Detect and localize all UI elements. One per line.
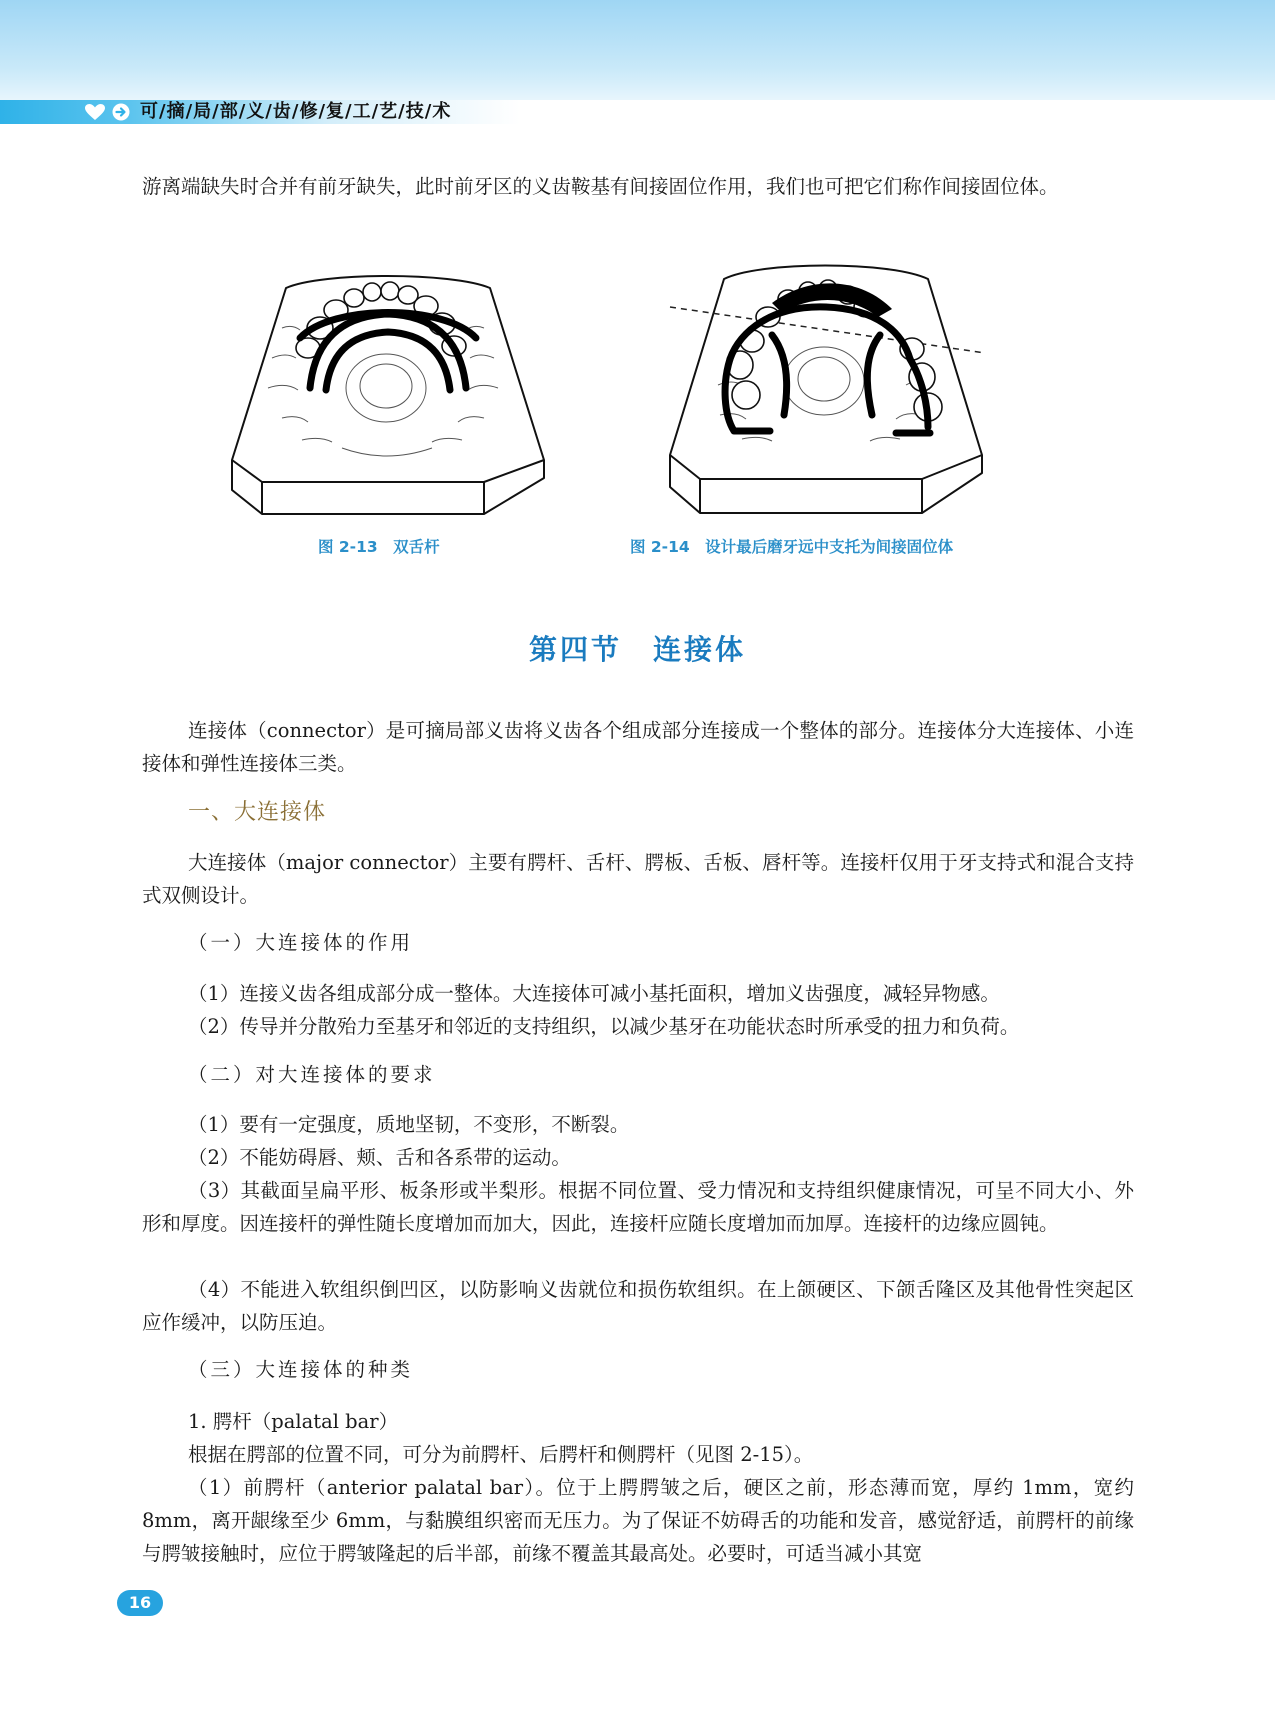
page-number: 16 — [117, 1590, 163, 1616]
major-connector-intro: 大连接体（major connector）主要有腭杆、舌杆、腭板、舌板、唇杆等。连接杆仅用于牙支持式和混合支持式双侧设计。 — [142, 851, 1134, 907]
heading-major-connector: 一、大连接体 — [188, 800, 327, 825]
heart-icon — [84, 103, 106, 121]
palatal-bar-paragraph-1: 根据在腭部的位置不同，可分为前腭杆、后腭杆和侧腭杆（见图 2-15）。 — [188, 1443, 814, 1466]
connector-intro-paragraph: 连接体（connector）是可摘局部义齿将义齿各个组成部分连接成一个整体的部分。连接体分大连接体、小连接体和弹性连接体三类。 — [142, 719, 1134, 775]
figure-caption-2-13: 图 2-13 双舌杆 — [318, 538, 440, 556]
header-icons — [84, 103, 130, 121]
figure-dental-cast-indirect-retainer — [660, 255, 990, 517]
requirement-item-1: （1）要有一定强度，质地坚韧，不变形，不断裂。 — [188, 1113, 630, 1136]
palatal-bar-paragraph-2: （1）前腭杆（anterior palatal bar）。位于上腭腭皱之后，硬区之前，形态薄而宽，厚约 1mm，宽约 8mm，离开龈缘至少 6mm，与黏膜组织密而无压力。为了保证不妨碍舌的功能和发音，感觉舒适，前腭杆的前缘与腭皱接触时，应位于腭皱隆起的后半部，前缘不覆盖其最高处。必要时，可适当减小其宽 — [142, 1476, 1134, 1565]
section-title: 第四节 连接体 — [528, 633, 746, 666]
function-item-1: （1）连接义齿各组成部分成一整体。大连接体可减小基托面积，增加义齿强度，减轻异物感。 — [188, 982, 1000, 1005]
requirement-item-3: （3）其截面呈扁平形、板条形或半梨形。根据不同位置、受力情况和支持组织健康情况，可呈不同大小、外形和厚度。因连接杆的弹性随长度增加而加大，因此，连接杆应随长度增加而加厚。连接杆的边缘应圆钝。 — [142, 1179, 1134, 1235]
palatal-bar-title: 1. 腭杆（palatal bar） — [188, 1410, 399, 1433]
figure-caption-2-14: 图 2-14 设计最后磨牙远中支托为间接固位体 — [630, 538, 954, 556]
subheading-function: （一）大连接体的作用 — [188, 931, 414, 954]
intro-paragraph: 游离端缺失时合并有前牙缺失，此时前牙区的义齿鞍基有间接固位作用，我们也可把它们称作间接固位体。 — [142, 175, 1059, 198]
function-item-2: （2）传导并分散殆力至基牙和邻近的支持组织，以减少基牙在功能状态时所承受的扭力和负荷。 — [188, 1015, 1020, 1038]
subheading-types: （三）大连接体的种类 — [188, 1358, 414, 1381]
book-title: 可/摘/局/部/义/齿/修/复/工/艺/技/术 — [140, 101, 452, 122]
subheading-requirements: （二）对大连接体的要求 — [188, 1063, 436, 1086]
figure-dental-cast-double-lingual-bar — [222, 268, 552, 518]
requirement-item-4: （4）不能进入软组织倒凹区，以防影响义齿就位和损伤软组织。在上颌硬区、下颌舌隆区及其他骨性突起区应作缓冲，以防压迫。 — [142, 1278, 1134, 1334]
arrow-right-icon — [112, 103, 130, 121]
requirement-item-2: （2）不能妨碍唇、颊、舌和各系带的运动。 — [188, 1146, 571, 1169]
